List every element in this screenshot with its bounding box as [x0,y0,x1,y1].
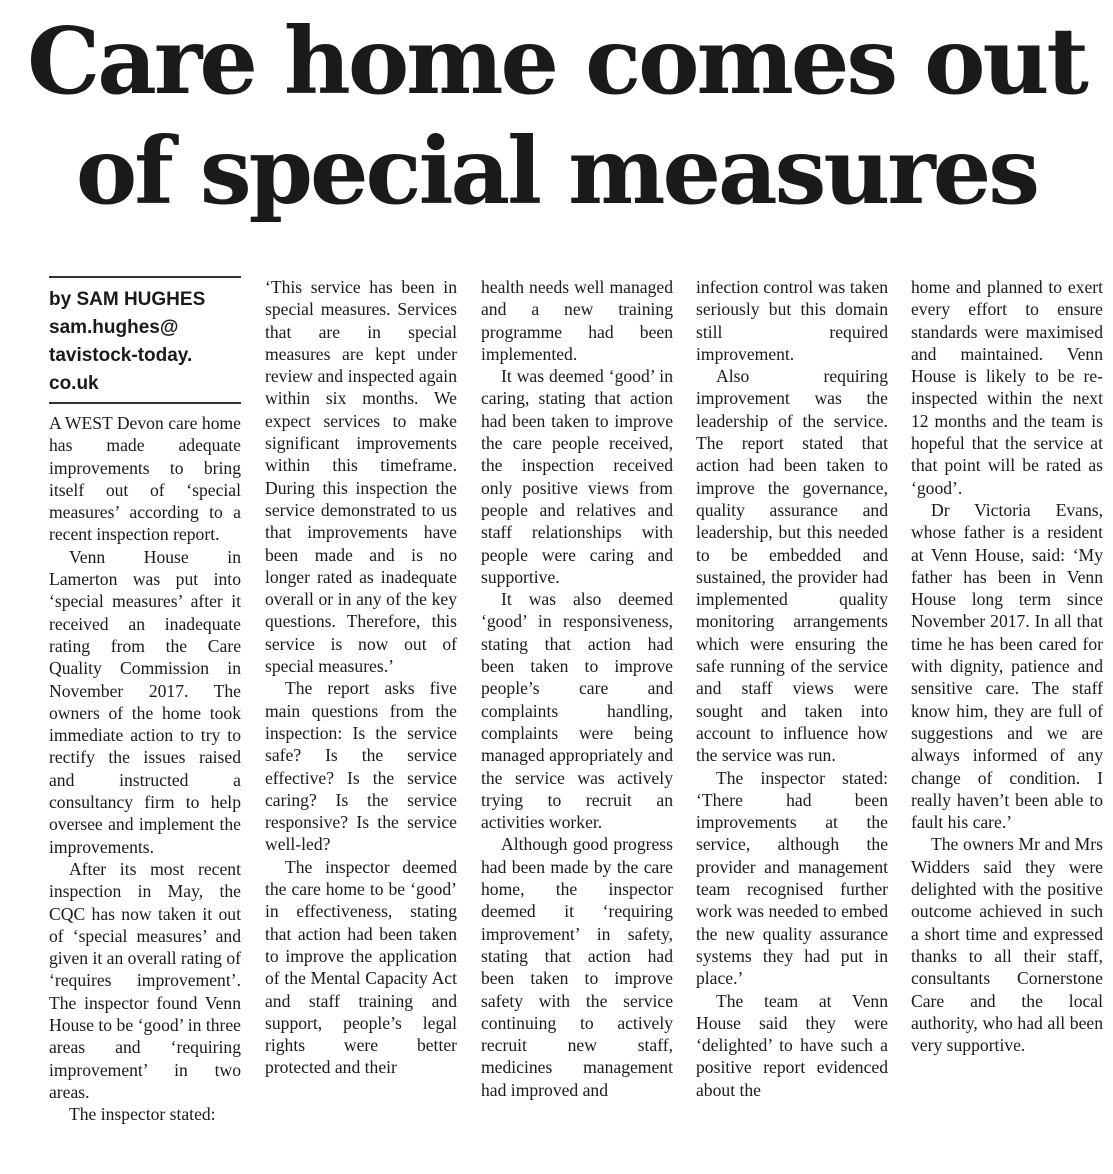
byline-author: by SAM HUGHES [49,289,206,310]
paragraph: home and planned to exert every effort to ensure standards were maximised and maintained. Venn House is likely to be re-inspected within the next 12 months and the team is hopeful that the service at that point will be rated as ‘good’. [911,277,1103,498]
byline-email-3: co.uk [49,373,99,394]
paragraph: The team at Venn House said they were ‘delighted’ to have such a positive report evidenced about the [696,990,888,1100]
paragraph: Also requiring improvement was the leadership of the service. The report stated that action had been taken to improve the governance, quality assurance and leadership, but this needed to be embedded and sustained, the provider had implemented quality monitoring arrangements which were ensuring the safe running of the service and staff views were sought and taken into account to influence how the service was run. [696,366,888,766]
paragraph: The owners Mr and Mrs Widders said they were delighted with the positive outcome achieved in such a short time and expressed thanks to all their staff, consultants Cornerstone Care and the local authority, who had all been very supportive. [911,834,1103,1056]
paragraph: The report asks five main questions from the inspection: Is the service safe? Is the service effective? Is the service caring? Is the service responsive? Is the service well-led? [265,678,457,855]
paragraph: Venn House in Lamerton was put into ‘special measures’ after it received an inadequate rating from the Care Quality Commission in November 2017. The owners of the home took immediate action to try to rectify the issues raised and instructed a consultancy firm to help oversee and implement the improvements. [49,546,241,857]
paragraph: A WEST Devon care home has made adequate improvements to bring itself out of ‘special measures’ according to a recent inspection report. [49,413,241,545]
paragraph: After its most recent inspection in May, the CQC has now taken it out of ‘special measures’ and given it an overall rating of ‘requires improvement’. The inspector found Venn House to be ‘good’ in three areas and ‘requiring improvement’ in two areas. [49,858,242,1102]
paragraph: The inspector stated: [69,1104,216,1125]
paragraph: Dr Victoria Evans, whose father is a resident at Venn House, said: ‘My father has been in Venn House long term since November 2017. In all that time he has been cared for with dignity, patience and sensitive care. The staff know him, they are full of suggestions and we are always informed of any change of condition. I really haven’t been able to fault his care.’ [911,499,1103,833]
article-column-5 [911,276,1103,1056]
article-column-2 [265,276,457,1079]
paragraph: ‘This service has been in special measures. Services that are in special measures are kept under review and inspected again within six months. We expect services to make significant improvements within this timeframe. During this inspection the service demonstrated to us that improvements have been made and is no longer rated as inadequate overall or in any of the key questions. Therefore, this service is now out of special measures.’ [265,277,457,677]
paragraph: health needs well managed and a new training programme had been implemented. [481,277,673,364]
headline-line-2: of special measures [75,117,1038,225]
paragraph: Although good progress had been made by the care home, the inspector deemed it ‘requiring improvement’ in safety, stating that action had been taken to improve safety with the service continuing to actively recruit new staff, medicines management had improved and [481,834,673,1100]
byline-email-2: tavistock-today. [49,345,193,366]
byline-email-1: sam.hughes@ [49,317,179,338]
article-column-4 [696,276,888,1101]
paragraph: It was deemed ‘good’ in caring, stating that action had been taken to improve the care people received, the inspection received only positive views from people and relatives and staff relationships with people were caring and supportive. [481,366,673,587]
headline-line-1: Care home comes out [27,7,1086,115]
paragraph: The inspector deemed the care home to be ‘good’ in effectiveness, stating that action had been taken to improve the application of the Mental Capacity Act and staff training and support, people’s legal rights were better protected and their [265,856,457,1078]
paragraph: infection control was taken seriously but this domain still required improvement. [696,277,888,364]
headline [0,6,1113,226]
article-column-1 [49,276,241,1126]
paragraph: It was also deemed ‘good’ in responsiveness, stating that action had been taken to improve people’s care and complaints handling, complaints were being managed appropriately and the service was actively trying to recruit an activities worker. [481,589,673,833]
byline [49,276,241,404]
article-column-3 [481,276,673,1101]
paragraph: The inspector stated: ‘There had been improvements at the service, although the provider and management team recognised further work was needed to embed the new quality assurance systems they had put in place.’ [696,767,888,989]
